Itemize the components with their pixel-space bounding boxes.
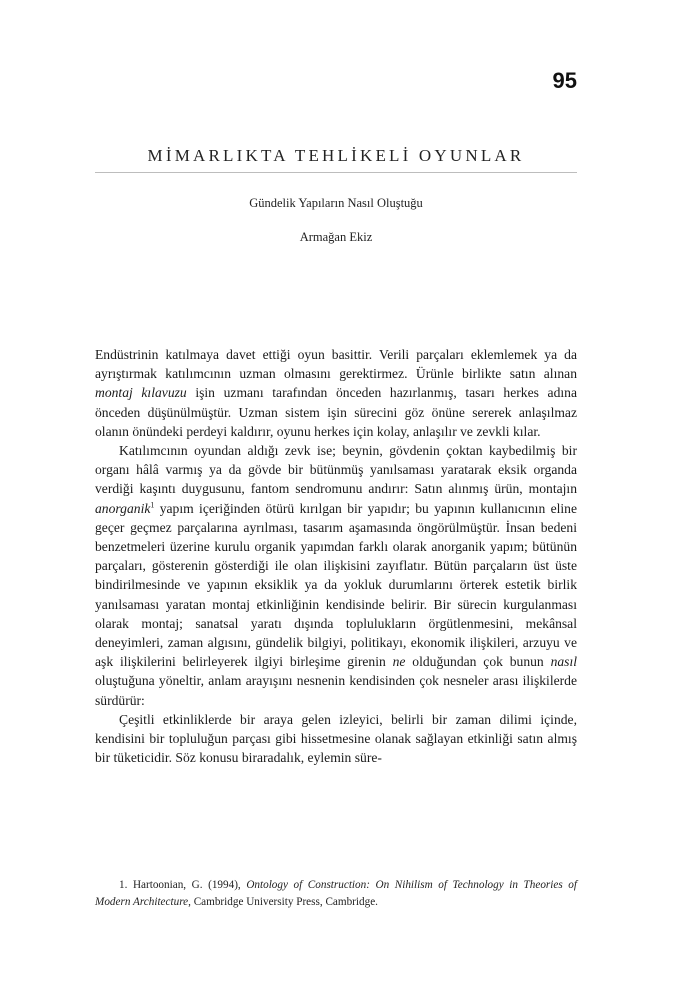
footnote-reference[interactable]: 1	[150, 500, 155, 510]
paragraph-3	[95, 710, 577, 768]
paragraph-2-italic-term-a: anorganik	[95, 500, 151, 516]
paragraph-2	[95, 441, 577, 710]
paragraph-1-italic-term: montaj kılavuzu	[95, 385, 187, 401]
title-divider	[95, 172, 577, 173]
chapter-subtitle: Gündelik Yapıların Nasıl Oluştuğu	[249, 196, 423, 210]
footnote-text-a: 1. Hartoonian, G. (1994),	[119, 879, 247, 891]
footnote-text-b: , Cambridge University Press, Cambridge.	[188, 896, 378, 908]
paragraph-2-text-c: olduğundan çok bunun	[405, 654, 551, 670]
paragraph-2-text-b: yapım içeriğinden ötürü kırılgan bir yapıdır; bu yapının kullanıcının eline geçer geçmez parçalarına ayrılması, tasarım aşamasında öngörülmüştür. İnsan bedeni benzetmeleri üzerine kurulu organik yapımdan farklı olarak anorganik yapım; bütünün parçaları, gösterenin gösterdiği ile olan ilişkisini zayıflatır. Bütün parçaların üst üste bindirilmesinde ve yapının eksiklik ya da yokluk durumlarını örterek estetik birlik yanılsaması yaratan montaj etkinliğinin kendisinde belirir. Bir sürecin kurgulanması olarak montaj; sanatsal yaratı dışında toplulukların örgütlenmesini, mekânsal deneyimleri, zaman algısını, gündelik bilgiyi, politikayı, ekonomik ilişkileri, arzuyu ve aşk ilişkilerini belirleyerek ilgiyi birleşime girenin	[95, 500, 577, 670]
paragraph-2-italic-term-c: nasıl	[550, 654, 577, 670]
footnote-book-title: Ontology of Construction: On Nihilism of Technology in Theories of Modern Architecture	[95, 879, 577, 908]
paragraph-2-italic-term-b: ne	[392, 654, 406, 670]
footnote	[95, 877, 577, 911]
chapter-title: MİMARLIKTA TEHLİKELİ OYUNLAR	[147, 146, 525, 165]
paragraph-2-text-d: oluştuğuna yöneltir, anlam arayışını nesnenin kendisinden çok nesneler arası ilişkilerde sürdürür:	[95, 673, 577, 708]
body-text	[95, 345, 577, 767]
author-name: Armağan Ekiz	[299, 230, 373, 244]
paragraph-2-text-a: Katılımcının oyundan aldığı zevk ise; beynin, gövdenin çoktan kaybedilmiş bir organı hâlâ varmış ya da gövde bir bütünmüş yanılsaması yaratarak eksik organda verdiği kaşıntı duygusunu, fantom sendromunu andırır: Satın alınmış ürün, montajın	[95, 443, 577, 497]
paragraph-1	[95, 345, 577, 441]
paragraph-1-text-a: Endüstrinin katılmaya davet ettiği oyun basittir. Verili parçaları eklemlemek ya da ayrıştırmak katılımcının uzman olmasını gerektirmez. Ürünle birlikte satın alınan	[95, 347, 577, 382]
paragraph-1-text-b: işin uzmanı tarafından önceden hazırlanmış, tasarı herkes adına önceden düşünülmüştür. Uzman sistem işin sürecini göz önüne sererek anlaşılmaz olanın önündeki perdeyi kaldırır, oyunu herkes için kolay, anlaşılır ve zevkli kılar.	[95, 385, 577, 439]
page-number: 95	[552, 68, 577, 93]
paragraph-3-text: Çeşitli etkinliklerde bir araya gelen izleyici, belirli bir zaman dilimi içinde, kendisini bir topluluğun parçası gibi hissetmesine olanak sağlayan etkinliği satın almış bir tüketicidir. Söz konusu biraradalık, eylemin süre-	[95, 711, 577, 766]
